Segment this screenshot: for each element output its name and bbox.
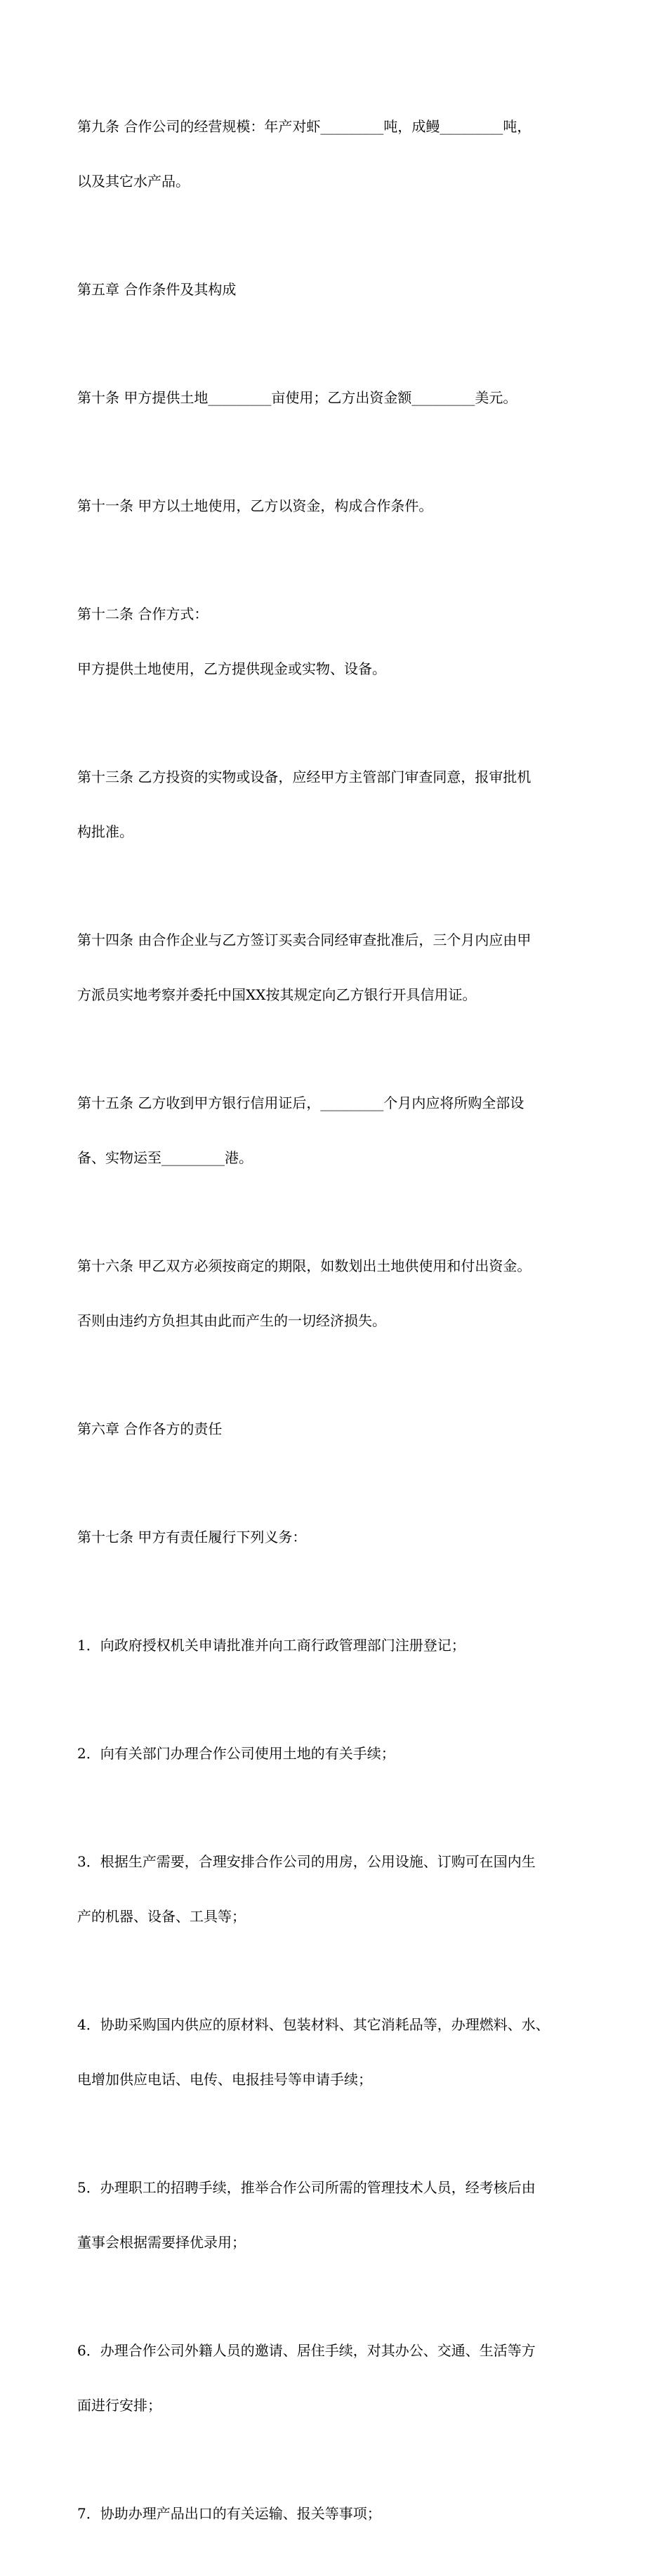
text-line: 第十二条 合作方式： [77, 606, 209, 622]
list-item-4 [77, 1979, 597, 2125]
text-line: 第五章 合作条件及其构成 [77, 281, 237, 298]
text-line: 第十三条 乙方投资的实物或设备，应经甲方主管部门审查同意，报审批机 [77, 769, 531, 785]
text-line: 产的机器、设备、工具等； [77, 1908, 246, 1925]
article-11 [77, 460, 597, 551]
text-line: 第十一条 甲方以土地使用，乙方以资金，构成合作条件。 [77, 497, 433, 514]
article-15 [77, 1057, 597, 1203]
document-page [77, 81, 597, 2576]
text-line: 第十六条 甲乙双方必须按商定的期限，如数划出土地供使用和付出资金。 [77, 1257, 531, 1274]
text-line: 甲方提供土地使用，乙方提供现金或实物、设备。 [77, 660, 386, 677]
text-line: 以及其它水产品。 [77, 173, 190, 190]
text-line: 董事会根据需要择优录用； [77, 2234, 246, 2251]
text-line: 第十五条 乙方收到甲方银行信用证后，_________个月内应将所购全部设 [77, 1094, 524, 1111]
list-item-1 [77, 1600, 597, 1691]
text-line: 方派员实地考察并委托中国XX按其规定向乙方银行开具信用证。 [77, 986, 477, 1003]
text-line: 第十七条 甲方有责任履行下列义务： [77, 1529, 307, 1545]
chapter-5-heading [77, 244, 597, 335]
list-item-7 [77, 2468, 597, 2559]
text-line: 否则由违约方负担其由此而产生的一切经济损失。 [77, 1312, 386, 1329]
text-line: 第十四条 由合作企业与乙方签订买卖合同经审查批准后，三个月内应由甲 [77, 931, 531, 948]
list-item-6 [77, 2305, 597, 2451]
article-17 [77, 1491, 597, 1583]
text-line: 备、实物运至_________港。 [77, 1149, 253, 1166]
text-line: 第六章 合作各方的责任 [77, 1420, 223, 1437]
article-12 [77, 568, 597, 714]
article-16 [77, 1220, 597, 1366]
article-9 [77, 81, 597, 227]
article-10 [77, 352, 597, 443]
text-line: 构批准。 [77, 823, 133, 840]
text-line: 6．办理合作公司外籍人员的邀请、居住手续，对其办公、交通、生活等方 [77, 2342, 536, 2359]
text-line: 3．根据生产需要，合理安排合作公司的用房，公用设施、订购可在国内生 [77, 1853, 536, 1870]
text-line: 面进行安排； [77, 2397, 161, 2414]
text-line: 7．协助办理产品出口的有关运输、报关等事项； [77, 2505, 381, 2522]
article-13 [77, 731, 597, 877]
text-line: 2．向有关部门办理合作公司使用土地的有关手续； [77, 1745, 395, 1762]
text-line: 第九条 合作公司的经营规模：年产对虾_________吨，成鳗_________吨， [77, 118, 531, 135]
text-line: 电增加供应电话、电传、电报挂号等申请手续； [77, 2071, 372, 2088]
list-item-5 [77, 2142, 597, 2288]
chapter-6-heading [77, 1383, 597, 1475]
list-item-2 [77, 1708, 597, 1799]
list-item-3 [77, 1816, 597, 1962]
article-14 [77, 894, 597, 1040]
text-line: 第十条 甲方提供土地_________亩使用；乙方出资金额_________美元。 [77, 389, 517, 406]
text-line: 5．办理职工的招聘手续，推举合作公司所需的管理技术人员，经考核后由 [77, 2179, 536, 2196]
text-line: 4．协助采购国内供应的原材料、包装材料、其它消耗品等，办理燃料、水、 [77, 2016, 550, 2033]
text-line: 1．向政府授权机关申请批准并向工商行政管理部门注册登记； [77, 1637, 465, 1654]
